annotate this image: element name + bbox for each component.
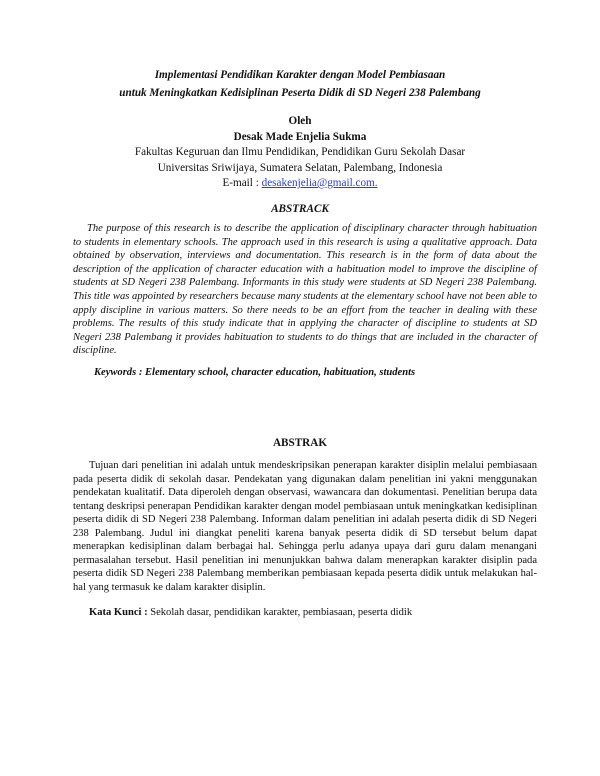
abstract-id-text: Tujuan dari penelitian ini adalah untuk mendeskripsikan penerapan karakter disiplin melalui pembiasaan pada peserta didik di sekolah dasar. Pendekatan yang digunakan dalam penelitian ini yakni menggunakan pendekatan kualitatif. Data diperoleh dengan observasi, wawancara dan dokumentasi. Penelitian berupa data tentang deskripsi penerapan Pendidikan karakter dengan model pembiasaan untuk meningkatkan kedisiplinan peserta didik di SD Negeri 238 Palembang. Informan dalam penelitian ini adalah peserta didik di SD Negeri 238 Palembang. Judul ini diangkat peneliti karena banyak peserta didik di SD tersebut belum dapat menerapkan kedisiplinan dalam berbagai hal. Sehingga perlu adanya upaya dari guru dalam menangani permasalahan tersebut. Hasil penelitian ini menunjukkan bahwa dalam menerapkan karakter disiplin pada peserta didik SD Negeri 238 Palembang memberikan pembiasaan kepada peserta didik untuk melakukan hal-hal yang termasuk ke dalam karakter disiplin. xyxy=(73,460,537,593)
keywords-id-label: Kata Kunci : xyxy=(89,607,151,618)
keywords-en: Keywords : Elementary school, character education, habituation, students xyxy=(94,367,416,378)
title-line-2: untuk Meningkatkan Kedisiplinan Peserta Didik di SD Negeri 238 Palembang xyxy=(119,87,481,99)
email-link[interactable]: desakenjelia@gmail.com. xyxy=(261,177,378,189)
email-label: E-mail : xyxy=(222,177,262,189)
keywords-id-values: Sekolah dasar, pendidikan karakter, pembiasaan, peserta didik xyxy=(150,607,413,618)
author-email-line xyxy=(60,176,540,192)
abstract-en-heading: ABSTRACK xyxy=(271,203,329,215)
paper-title xyxy=(60,66,540,102)
author-by: Oleh xyxy=(288,115,312,127)
author-block xyxy=(60,114,540,192)
author-affiliation-1: Fakultas Keguruan dan Ilmu Pendidikan, Pendidikan Guru Sekolah Dasar xyxy=(134,146,466,158)
author-name: Desak Made Enjelia Sukma xyxy=(233,130,367,143)
author-affiliation-2: Universitas Sriwijaya, Sumatera Selatan, Palembang, Indonesia xyxy=(157,161,443,174)
abstract-id-heading: ABSTRAK xyxy=(272,437,328,449)
keywords-id xyxy=(89,607,529,618)
abstract-en-text: The purpose of this research is to describe the application of disciplinary character through habituation to students in elementary schools. The approach used in this research is using a qualitative approach. Data obtained by observation, interviews and documentation. This research is in the form of data about the description of the application of character education with a habituation model to improve the discipline of students at SD Negeri 238 Palembang. Informants in this study were students at SD Negeri 238 Palembang. This title was appointed by researchers because many students at the elementary school have not been able to apply discipline in various matters. So there needs to be an effort from the teacher in dealing with these problems. The results of this study indicate that in applying the character of discipline to students at SD Negeri 238 Palembang it provides habituation to students to do things that are included in the character of discipline. xyxy=(73,223,537,357)
title-line-1: Implementasi Pendidikan Karakter dengan Model Pembiasaan xyxy=(154,69,446,81)
